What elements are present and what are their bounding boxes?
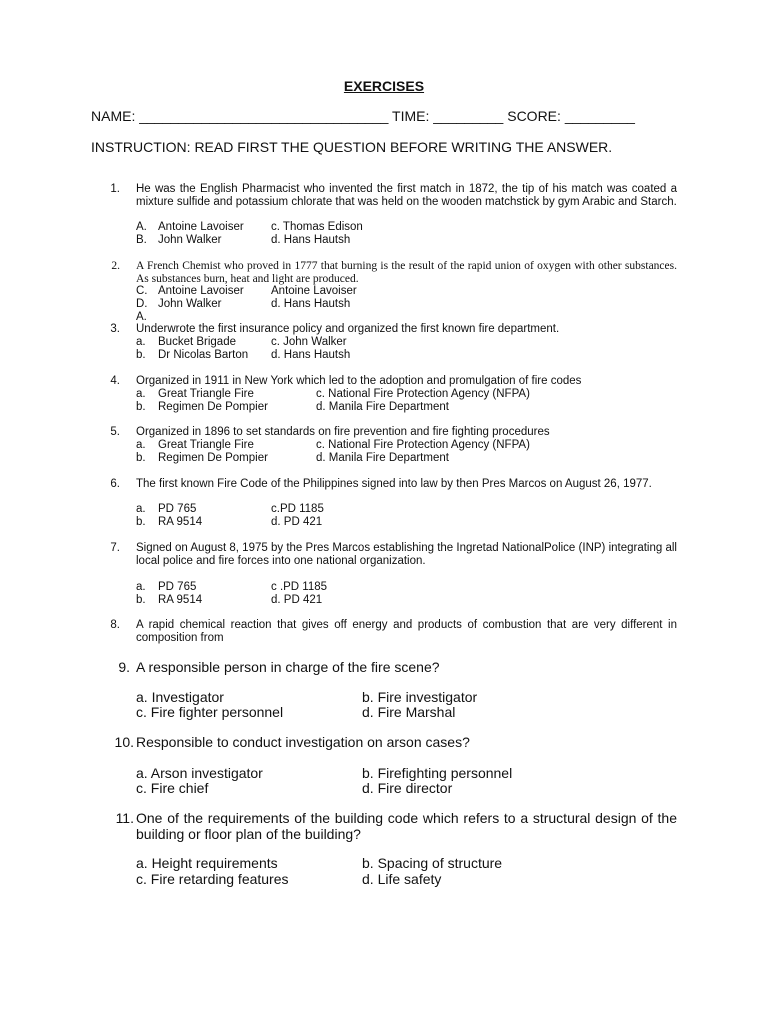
- option-text: RA 9514: [158, 516, 203, 528]
- question-number: 5.: [110, 426, 120, 438]
- option-text: c. Thomas Edison: [271, 221, 363, 233]
- option-text: a. Arson investigator: [136, 765, 263, 781]
- question-number: 2.: [111, 260, 120, 272]
- option-text: Antoine Lavoiser: [158, 221, 244, 233]
- name-blank: ________________________________: [139, 108, 389, 124]
- student-info-line: [91, 108, 635, 124]
- option-text: PD 765: [158, 503, 197, 515]
- option-letter: D.: [136, 298, 148, 310]
- question-text: The first known Fire Code of the Philippines signed into law by then Pres Marcos on August 26, 1977.: [136, 478, 652, 490]
- option-letter: A.: [136, 311, 147, 323]
- question-text: A responsible person in charge of the fire scene?: [136, 659, 440, 675]
- option-text: Bucket Brigade: [158, 336, 236, 348]
- time-label: TIME:: [392, 108, 430, 124]
- question-text: He was the English Pharmacist who invented the first match in 1872, the tip of his match was coated a mixture sulfide and potassium chlorate that was held on the wooden matchstick by gym Arabic and Starch.: [136, 183, 677, 208]
- option-text: a. Investigator: [136, 689, 224, 705]
- question-text: Underwrote the first insurance policy and organized the first known fire department.: [136, 323, 560, 335]
- question-text: One of the requirements of the building code which refers to a structural design of the building or floor plan of the building?: [136, 810, 677, 842]
- option-text: c.PD 1185: [271, 503, 324, 515]
- option-text: Regimen De Pompier: [158, 401, 268, 413]
- question-text: Organized in 1911 in New York which led to the adoption and promulgation of fire codes: [136, 375, 582, 387]
- instruction: INSTRUCTION: READ FIRST THE QUESTION BEFORE WRITING THE ANSWER.: [91, 139, 613, 155]
- option-letter: a.: [136, 581, 146, 593]
- option-letter: a.: [136, 336, 146, 348]
- option-text: a. Height requirements: [136, 855, 278, 871]
- option-letter: b.: [136, 594, 146, 606]
- option-text: c. National Fire Protection Agency (NFPA): [316, 439, 530, 451]
- option-text: Antoine Lavoiser: [271, 285, 357, 297]
- question-number: 1.: [110, 183, 120, 195]
- option-text: d. Hans Hautsh: [271, 234, 351, 246]
- option-text: Antoine Lavoiser: [158, 285, 244, 297]
- option-text: d. Manila Fire Department: [316, 401, 449, 413]
- option-letter: A.: [136, 221, 147, 233]
- option-letter: a.: [136, 503, 146, 515]
- option-letter: b.: [136, 401, 146, 413]
- question-number: 8.: [110, 619, 120, 631]
- question-text: Responsible to conduct investigation on arson cases?: [136, 734, 470, 750]
- option-text: c. National Fire Protection Agency (NFPA): [316, 388, 530, 400]
- question-number: 7.: [110, 542, 120, 554]
- option-text: c .PD 1185: [271, 581, 328, 593]
- option-text: b. Spacing of structure: [362, 855, 503, 871]
- option-text: d. PD 421: [271, 516, 323, 528]
- option-text: c. Fire chief: [136, 780, 209, 796]
- option-text: John Walker: [158, 234, 222, 246]
- option-text: Regimen De Pompier: [158, 452, 268, 464]
- option-text: Great Triangle Fire: [158, 388, 254, 400]
- option-letter: C.: [136, 285, 148, 297]
- question-number: 10.: [114, 734, 134, 750]
- time-blank: _________: [433, 108, 504, 124]
- option-text: Dr Nicolas Barton: [158, 349, 249, 361]
- option-text: c. John Walker: [271, 336, 347, 348]
- score-blank: _________: [564, 108, 635, 124]
- question-number: 11.: [115, 810, 134, 826]
- option-text: PD 765: [158, 581, 197, 593]
- option-letter: b.: [136, 516, 146, 528]
- option-text: c. Fire retarding features: [136, 871, 289, 887]
- option-text: Great Triangle Fire: [158, 439, 254, 451]
- option-text: d. Fire Marshal: [362, 704, 456, 720]
- option-letter: a.: [136, 388, 146, 400]
- question-text: A French Chemist who proved in 1777 that burning is the result of the rapid union of oxygen with other substances. As substances burn, heat and light are produced.: [136, 260, 677, 285]
- option-text: b. Fire investigator: [362, 689, 478, 705]
- option-text: d. Fire director: [362, 780, 453, 796]
- option-text: d. PD 421: [271, 594, 323, 606]
- score-label: SCORE:: [507, 108, 561, 124]
- question-number: 6.: [110, 478, 120, 490]
- page-title: EXERCISES: [343, 78, 425, 94]
- option-letter: B.: [136, 234, 147, 246]
- question-number: 4.: [110, 375, 120, 387]
- question-text: Signed on August 8, 1975 by the Pres Marcos establishing the Ingretad NationalPolice (INP) integrating all local police and fire forces into one national organization.: [136, 542, 677, 567]
- option-text: b. Firefighting personnel: [362, 765, 513, 781]
- option-letter: b.: [136, 452, 146, 464]
- option-text: d. Hans Hautsh: [271, 349, 351, 361]
- option-text: RA 9514: [158, 594, 203, 606]
- question-number: 9.: [118, 659, 130, 675]
- option-text: d. Manila Fire Department: [316, 452, 449, 464]
- option-text: d. Hans Hautsh: [271, 298, 351, 310]
- name-label: NAME:: [91, 108, 136, 124]
- option-letter: a.: [136, 439, 146, 451]
- option-text: c. Fire fighter personnel: [136, 704, 284, 720]
- option-text: d. Life safety: [362, 871, 442, 887]
- question-text: A rapid chemical reaction that gives off energy and products of combustion that are very different in composition from: [136, 619, 677, 644]
- option-letter: b.: [136, 349, 146, 361]
- option-text: John Walker: [158, 298, 222, 310]
- question-text: Organized in 1896 to set standards on fire prevention and fire fighting procedures: [136, 426, 550, 438]
- question-number: 3.: [110, 323, 120, 335]
